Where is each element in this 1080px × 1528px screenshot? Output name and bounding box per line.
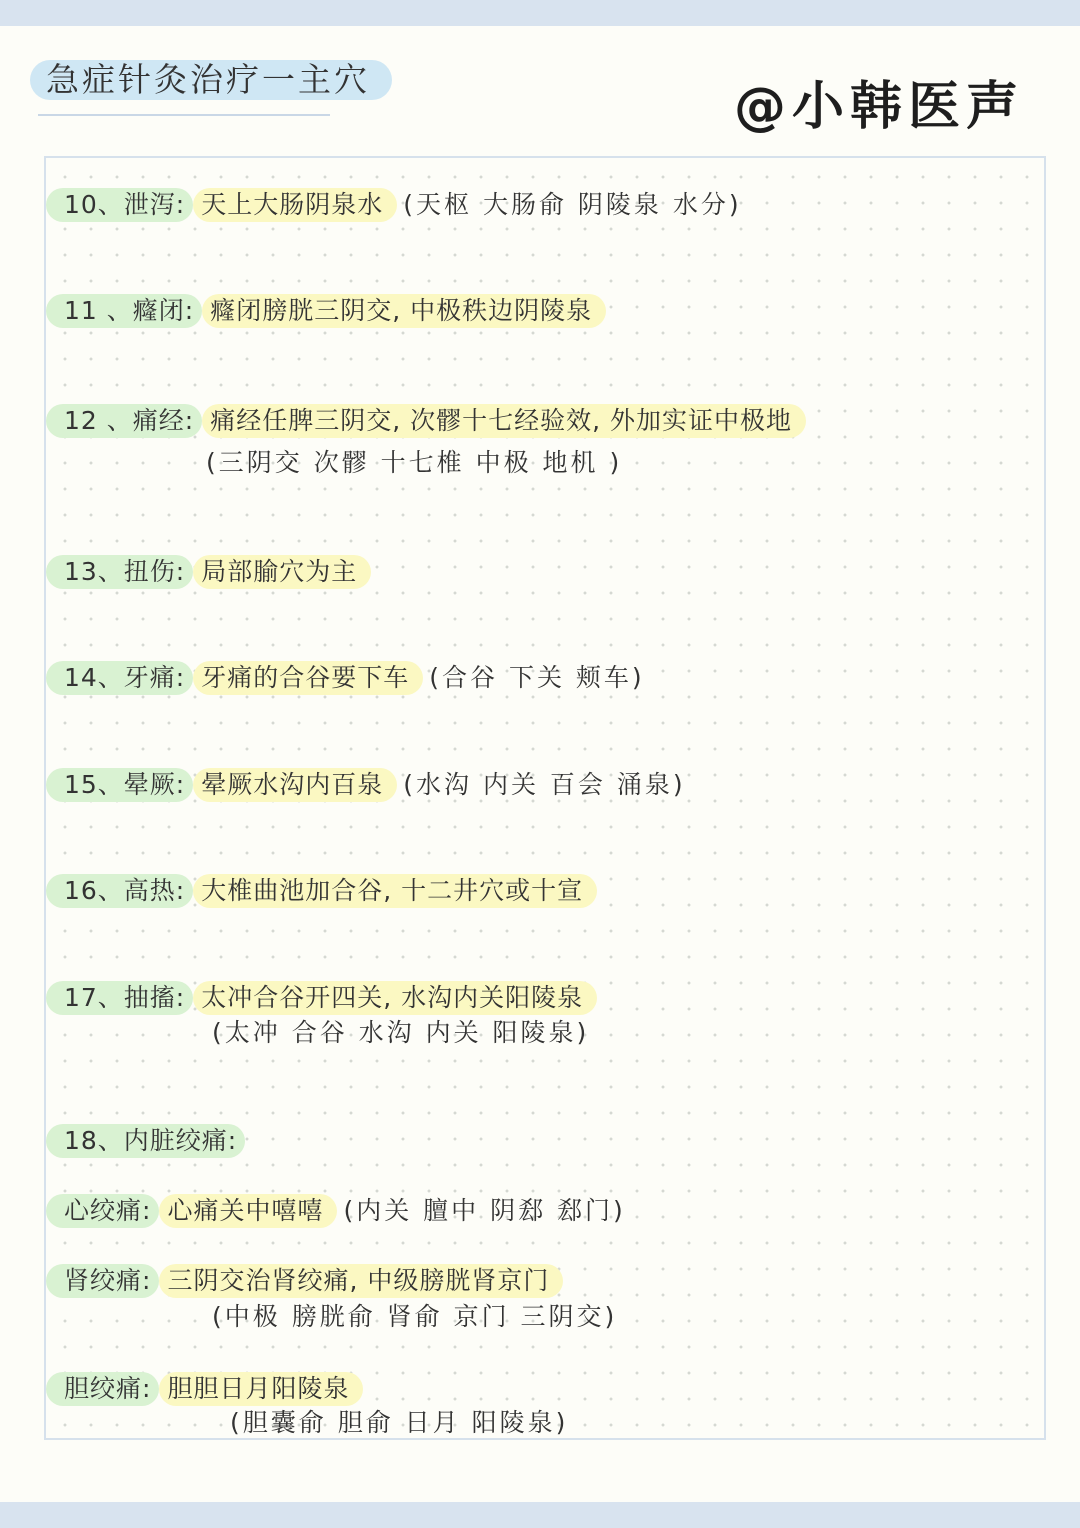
item-label: 16、高热: [46, 874, 193, 908]
title-underline [38, 114, 330, 116]
list-item [46, 404, 806, 438]
brand-watermark: @小韩医声 [733, 77, 1024, 137]
item-points: (天枢 大肠俞 阴陵泉 水分) [403, 190, 742, 219]
item-label: 18、内脏绞痛: [46, 1124, 245, 1158]
item-verse: 晕厥水沟内百泉 [193, 768, 397, 802]
item-verse: 三阴交治肾绞痛, 中级膀胱肾京门 [159, 1264, 563, 1298]
item-verse: 太冲合谷开四关, 水沟内关阳陵泉 [193, 981, 597, 1015]
item-points: (三阴交 次髎 十七椎 中极 地机 ) [206, 448, 623, 477]
item-label: 胆绞痛: [46, 1372, 159, 1406]
list-item [46, 1124, 245, 1158]
item-points: (水沟 内关 百会 涌泉) [403, 770, 686, 799]
item-points: (合谷 下关 颊车) [429, 663, 645, 692]
item-label: 14、牙痛: [46, 661, 193, 695]
item-verse: 痛经任脾三阴交, 次髎十七经验效, 外加实证中极地 [202, 404, 806, 438]
item-verse: 牙痛的合谷要下车 [193, 661, 423, 695]
list-item [46, 555, 371, 589]
item-points: (中极 膀胱俞 肾俞 京门 三阴交) [212, 1302, 618, 1331]
item-points: (太冲 合谷 水沟 内关 阳陵泉) [212, 1018, 590, 1047]
content-card [44, 156, 1046, 1440]
item-points: (胆囊俞 胆俞 日月 阳陵泉) [230, 1408, 569, 1437]
item-label: 10、泄泻: [46, 188, 193, 222]
item-label: 13、扭伤: [46, 555, 193, 589]
list-item [46, 1264, 563, 1298]
item-label: 12 、痛经: [46, 404, 202, 438]
page [0, 26, 1080, 1502]
list-item [46, 768, 686, 802]
item-verse: 癃闭膀胱三阴交, 中极秩边阴陵泉 [202, 294, 606, 328]
item-label: 15、晕厥: [46, 768, 193, 802]
page-title: 急症针灸治疗一主穴 [30, 60, 392, 100]
item-verse: 胆胆日月阳陵泉 [159, 1372, 363, 1406]
list-item [46, 1194, 626, 1228]
list-item [46, 188, 742, 222]
item-verse: 局部腧穴为主 [193, 555, 371, 589]
item-verse: 天上大肠阴泉水 [193, 188, 397, 222]
item-label: 心绞痛: [46, 1194, 159, 1228]
list-item [46, 874, 597, 908]
list-item [46, 981, 597, 1015]
list-item [46, 294, 606, 328]
list-item [46, 1372, 363, 1406]
list-item [46, 661, 645, 695]
item-label: 11 、癃闭: [46, 294, 202, 328]
item-label: 17、抽搐: [46, 981, 193, 1015]
item-verse: 心痛关中嘻嘻 [159, 1194, 337, 1228]
item-verse: 大椎曲池加合谷, 十二井穴或十宣 [193, 874, 597, 908]
item-label: 肾绞痛: [46, 1264, 159, 1298]
item-points: (内关 膻中 阴郄 郄门) [343, 1196, 626, 1225]
